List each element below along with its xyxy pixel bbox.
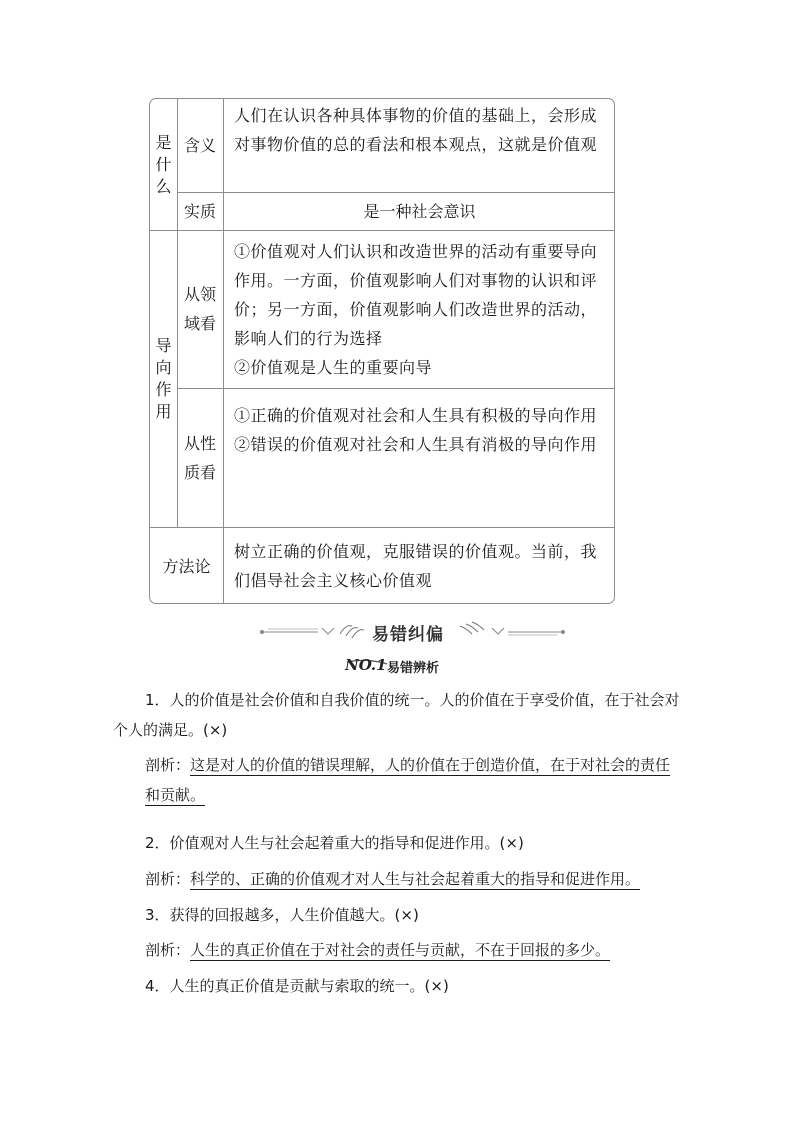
question-3: 3．获得的回报越多，人生价值越大。(×) [145, 906, 419, 924]
analysis-2: 剖析：科学的、正确的价值观才对人生与社会起着重大的指导和促进作用。 [145, 870, 641, 888]
question-4: 4．人生的真正价值是贡献与索取的统一。(×) [145, 977, 449, 995]
section-title: 易错纠偏 [372, 625, 444, 645]
row-text-meaning: 人们在认识各种具体事物的价值的基础上，会形成对事物价值的总的看法和根本观点，这就是价值观 [234, 106, 598, 154]
row-text-method: 树立正确的价值观，克服错误的价值观。当前，我们倡导社会主义核心价值观 [234, 542, 598, 590]
row-text-domain: ①价值观对人们认识和改造世界的活动有重要导向作用。一方面，价值观影响人们对事物的认识和评价；另一方面，价值观影响人们改造世界的活动，影响人们的行为选择 ②价值观是人生的重要向导 [234, 242, 598, 377]
group-label-guidance: 导向作用 [155, 335, 172, 421]
row-text-essence: 是一种社会意识 [363, 201, 476, 221]
question-2: 2．价值观对人生与社会起着重大的指导和促进作用。(×) [145, 834, 524, 852]
question-1: 1．人的价值是社会价值和自我价值的统一。人的价值在于享受价值，在于社会对个人的满足。(×) [113, 691, 680, 739]
concept-table [149, 98, 615, 604]
subsection-title: 易错辨析 [387, 661, 440, 676]
analysis-1: 剖析：这是对人的价值的错误理解，人的价值在于创造价值，在于对社会的责任和贡献。 [145, 756, 671, 804]
row-text-nature: ①正确的价值观对社会和人生具有积极的导向作用 ②错误的价值观对社会和人生具有消极的导向作用 [234, 406, 598, 454]
row-label-meaning: 含义 [183, 136, 216, 155]
row-label-method: 方法论 [162, 556, 211, 576]
no-badge: NO.1 [345, 656, 387, 674]
section-header [260, 620, 565, 644]
row-label-nature: 从性质看 [183, 433, 216, 482]
group-label-what: 是什么 [155, 132, 172, 196]
row-label-essence: 实质 [183, 201, 216, 221]
row-label-domain: 从领域看 [183, 285, 216, 333]
analysis-3: 剖析：人生的真正价值在于对社会的责任与贡献，不在于回报的多少。 [145, 941, 611, 959]
